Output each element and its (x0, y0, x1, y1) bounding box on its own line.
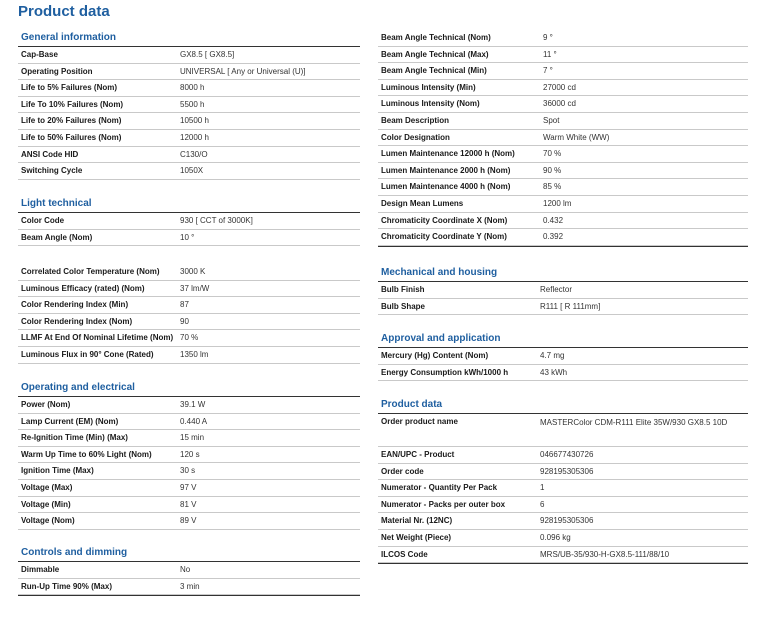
spec-row (18, 281, 360, 298)
spec-value: 930 [ CCT of 3000K] (180, 216, 253, 225)
section-title: Operating and electrical (18, 380, 360, 397)
spec-label: Power (Nom) (21, 400, 71, 409)
spec-label: Bulb Finish (381, 285, 425, 294)
spec-row (378, 447, 748, 464)
spec-label: Color Rendering Index (Min) (21, 300, 129, 310)
spec-label: Chromaticity Coordinate Y (Nom) (381, 232, 507, 242)
spec-row (18, 64, 360, 81)
spec-row (18, 513, 360, 530)
spec-value: MRS/UB-35/930-H-GX8.5-111/88/10 (540, 549, 670, 559)
spec-row (378, 130, 748, 147)
spec-row (18, 579, 360, 596)
spec-label: Beam Angle Technical (Nom) (381, 33, 491, 42)
spec-label: Beam Angle (Nom) (21, 232, 93, 242)
spec-value: 89 V (180, 516, 197, 526)
spec-value: 10 ° (180, 232, 195, 242)
spec-label: Warm Up Time to 60% Light (Nom) (21, 449, 152, 459)
section-title: Light technical (18, 196, 360, 213)
spec-label: Beam Angle Technical (Min) (381, 66, 487, 76)
spec-row (378, 63, 748, 80)
spec-row (18, 330, 360, 347)
spec-label: ANSI Code HID (21, 149, 79, 159)
spec-label: Lumen Maintenance 12000 h (Nom) (381, 149, 515, 159)
rows (378, 282, 748, 315)
spec-label: Luminous Intensity (Min) (381, 82, 476, 92)
spec-value: 39.1 W (180, 400, 206, 409)
section-operating-and-electrical (18, 380, 360, 530)
spec-label: Luminous Intensity (Nom) (381, 99, 480, 109)
spec-row (378, 47, 748, 64)
section-product-data (378, 397, 748, 564)
spec-row (378, 464, 748, 481)
spec-row (18, 497, 360, 514)
spec-row (378, 365, 748, 382)
rows (378, 30, 748, 247)
spec-label: Switching Cycle (21, 166, 83, 176)
spec-label: Life To 10% Failures (Nom) (21, 99, 124, 109)
spec-label: Lamp Current (EM) (Nom) (21, 416, 119, 426)
spec-value: 3000 K (180, 267, 206, 276)
spec-value: 37 lm/W (180, 283, 210, 293)
spec-row (18, 447, 360, 464)
spec-value: Warm White (WW) (543, 132, 610, 142)
spec-row (378, 179, 748, 196)
section-approval-and-application (378, 331, 748, 381)
spec-row (378, 513, 748, 530)
spec-value: 046677430726 (540, 450, 594, 459)
spec-label: Net Weight (Piece) (381, 532, 452, 542)
spec-label: Color Code (21, 216, 65, 225)
spec-value: 81 V (180, 499, 197, 509)
section-general-information (18, 30, 360, 180)
spec-row (18, 113, 360, 130)
section-title: Mechanical and housing (378, 265, 748, 282)
spec-row (378, 196, 748, 213)
spec-value: 90 % (543, 165, 562, 175)
section-title: Product data (378, 397, 748, 414)
spec-label: Life to 5% Failures (Nom) (21, 83, 118, 93)
spec-value: 6 (540, 499, 545, 509)
spec-value: 1 (540, 483, 545, 493)
spec-label: LLMF At End Of Nominal Lifetime (Nom) (21, 333, 174, 343)
spec-label: Color Designation (381, 132, 450, 142)
spec-label: Voltage (Min) (21, 499, 71, 509)
spec-label: Material Nr. (12NC) (381, 516, 453, 526)
spec-value: 90 (180, 316, 189, 326)
spec-row (378, 80, 748, 97)
spec-value: 97 V (180, 482, 197, 492)
spec-value: 5500 h (180, 99, 205, 109)
spec-value: 15 min (180, 433, 205, 443)
spec-value: 10500 h (180, 116, 209, 126)
spec-value: 4.7 mg (540, 351, 565, 360)
spec-row (378, 146, 748, 163)
spec-label: Bulb Shape (381, 301, 426, 311)
spec-row (378, 530, 748, 547)
spec-label: Correlated Color Temperature (Nom) (21, 267, 160, 276)
spec-value: 85 % (543, 182, 562, 192)
spec-row (18, 80, 360, 97)
rows (378, 348, 748, 381)
section-light-technical (18, 196, 360, 246)
spec-row (378, 229, 748, 246)
spec-value: 87 (180, 300, 189, 310)
spec-label: Energy Consumption kWh/1000 h (381, 367, 509, 377)
spec-row (18, 397, 360, 414)
rows (18, 264, 360, 364)
spec-row (18, 463, 360, 480)
spec-value: Spot (543, 115, 560, 125)
spec-label: Lumen Maintenance 2000 h (Nom) (381, 165, 511, 175)
spec-row (18, 264, 360, 281)
spec-value: 70 % (180, 333, 199, 343)
spec-row (18, 414, 360, 431)
spec-value: 9 ° (543, 33, 553, 42)
spec-value: MASTERColor CDM-R111 Elite 35W/930 GX8.5 10D (540, 418, 728, 427)
spec-value: 8000 h (180, 83, 205, 93)
spec-value: 0.392 (543, 232, 564, 242)
spec-value: 1350 lm (180, 349, 209, 359)
spec-value: 3 min (180, 581, 200, 591)
spec-row (18, 97, 360, 114)
spec-row (378, 299, 748, 316)
spec-label: Numerator - Packs per outer box (381, 499, 506, 509)
spec-row (378, 30, 748, 47)
spec-value: 36000 cd (543, 99, 576, 109)
spec-row (18, 47, 360, 64)
spec-value: Reflector (540, 285, 573, 294)
spec-label: Beam Description (381, 115, 450, 125)
spec-label: Cap-Base (21, 50, 58, 59)
spec-label: Numerator - Quantity Per Pack (381, 483, 498, 493)
section-title: Approval and application (378, 331, 748, 348)
section-title: General information (18, 30, 360, 47)
spec-value: 30 s (180, 466, 196, 476)
spec-row (18, 230, 360, 247)
spec-row (18, 163, 360, 180)
spec-row (378, 213, 748, 230)
spec-value: 12000 h (180, 132, 209, 142)
spec-value: 11 ° (543, 49, 557, 59)
spec-row (378, 163, 748, 180)
spec-value: 1200 lm (543, 198, 572, 208)
spec-row (378, 96, 748, 113)
spec-label: Life to 50% Failures (Nom) (21, 132, 122, 142)
spec-row (378, 414, 748, 447)
section-light-technical-right (378, 30, 748, 247)
spec-row (18, 430, 360, 447)
spec-label: Beam Angle Technical (Max) (381, 49, 489, 59)
spec-value: 928195305306 (540, 516, 594, 526)
spec-label: Order product name (381, 417, 458, 426)
spec-value: 120 s (180, 449, 200, 459)
spec-value: 43 kWh (540, 367, 568, 377)
spec-label: Operating Position (21, 66, 93, 76)
spec-row (18, 347, 360, 364)
spec-value: 7 ° (543, 66, 553, 76)
page-title: Product data (18, 3, 110, 20)
spec-value: No (180, 565, 191, 574)
spec-label: ILCOS Code (381, 549, 428, 559)
spec-value: R111 [ R 111mm] (540, 301, 601, 311)
section-mechanical-and-housing (378, 265, 748, 315)
spec-row (18, 314, 360, 331)
spec-value: GX8.5 [ GX8.5] (180, 50, 235, 59)
spec-row (378, 547, 748, 564)
spec-label: Dimmable (21, 565, 60, 574)
spec-value: 27000 cd (543, 82, 576, 92)
spec-label: Lumen Maintenance 4000 h (Nom) (381, 182, 511, 192)
spec-row (378, 480, 748, 497)
spec-row (378, 282, 748, 299)
spec-row (18, 130, 360, 147)
spec-row (18, 480, 360, 497)
spec-row (18, 562, 360, 579)
rows (378, 414, 748, 564)
section-light-technical-continued (18, 264, 360, 364)
spec-label: Mercury (Hg) Content (Nom) (381, 351, 489, 360)
spec-label: Order code (381, 466, 424, 476)
section-controls-and-dimming (18, 545, 360, 596)
spec-row (18, 297, 360, 314)
spec-label: Chromaticity Coordinate X (Nom) (381, 215, 508, 225)
rows (18, 47, 360, 180)
spec-label: Design Mean Lumens (381, 198, 464, 208)
spec-value: 0.096 kg (540, 532, 571, 542)
spec-value: 0.432 (543, 215, 564, 225)
spec-value: 70 % (543, 149, 562, 159)
section-title: Controls and dimming (18, 545, 360, 562)
spec-row (378, 348, 748, 365)
rows (18, 562, 360, 596)
spec-row (18, 213, 360, 230)
spec-label: Color Rendering Index (Nom) (21, 316, 133, 326)
spec-label: Life to 20% Failures (Nom) (21, 116, 122, 126)
spec-label: Ignition Time (Max) (21, 466, 94, 476)
spec-label: Re-Ignition Time (Min) (Max) (21, 433, 128, 443)
rows (18, 397, 360, 530)
spec-value: 0.440 A (180, 416, 208, 426)
spec-row (378, 113, 748, 130)
spec-value: 1050X (180, 166, 204, 176)
spec-label: Voltage (Nom) (21, 516, 75, 526)
rows (18, 213, 360, 246)
spec-row (18, 147, 360, 164)
spec-label: EAN/UPC - Product (381, 450, 455, 459)
spec-value: UNIVERSAL [ Any or Universal (U)] (180, 66, 306, 76)
spec-value: 928195305306 (540, 466, 594, 476)
spec-label: Luminous Efficacy (rated) (Nom) (21, 283, 145, 293)
spec-label: Run-Up Time 90% (Max) (21, 581, 112, 591)
spec-label: Voltage (Max) (21, 482, 73, 492)
spec-value: C130/O (180, 149, 208, 159)
spec-label: Luminous Flux in 90° Cone (Rated) (21, 349, 154, 359)
spec-row (378, 497, 748, 514)
